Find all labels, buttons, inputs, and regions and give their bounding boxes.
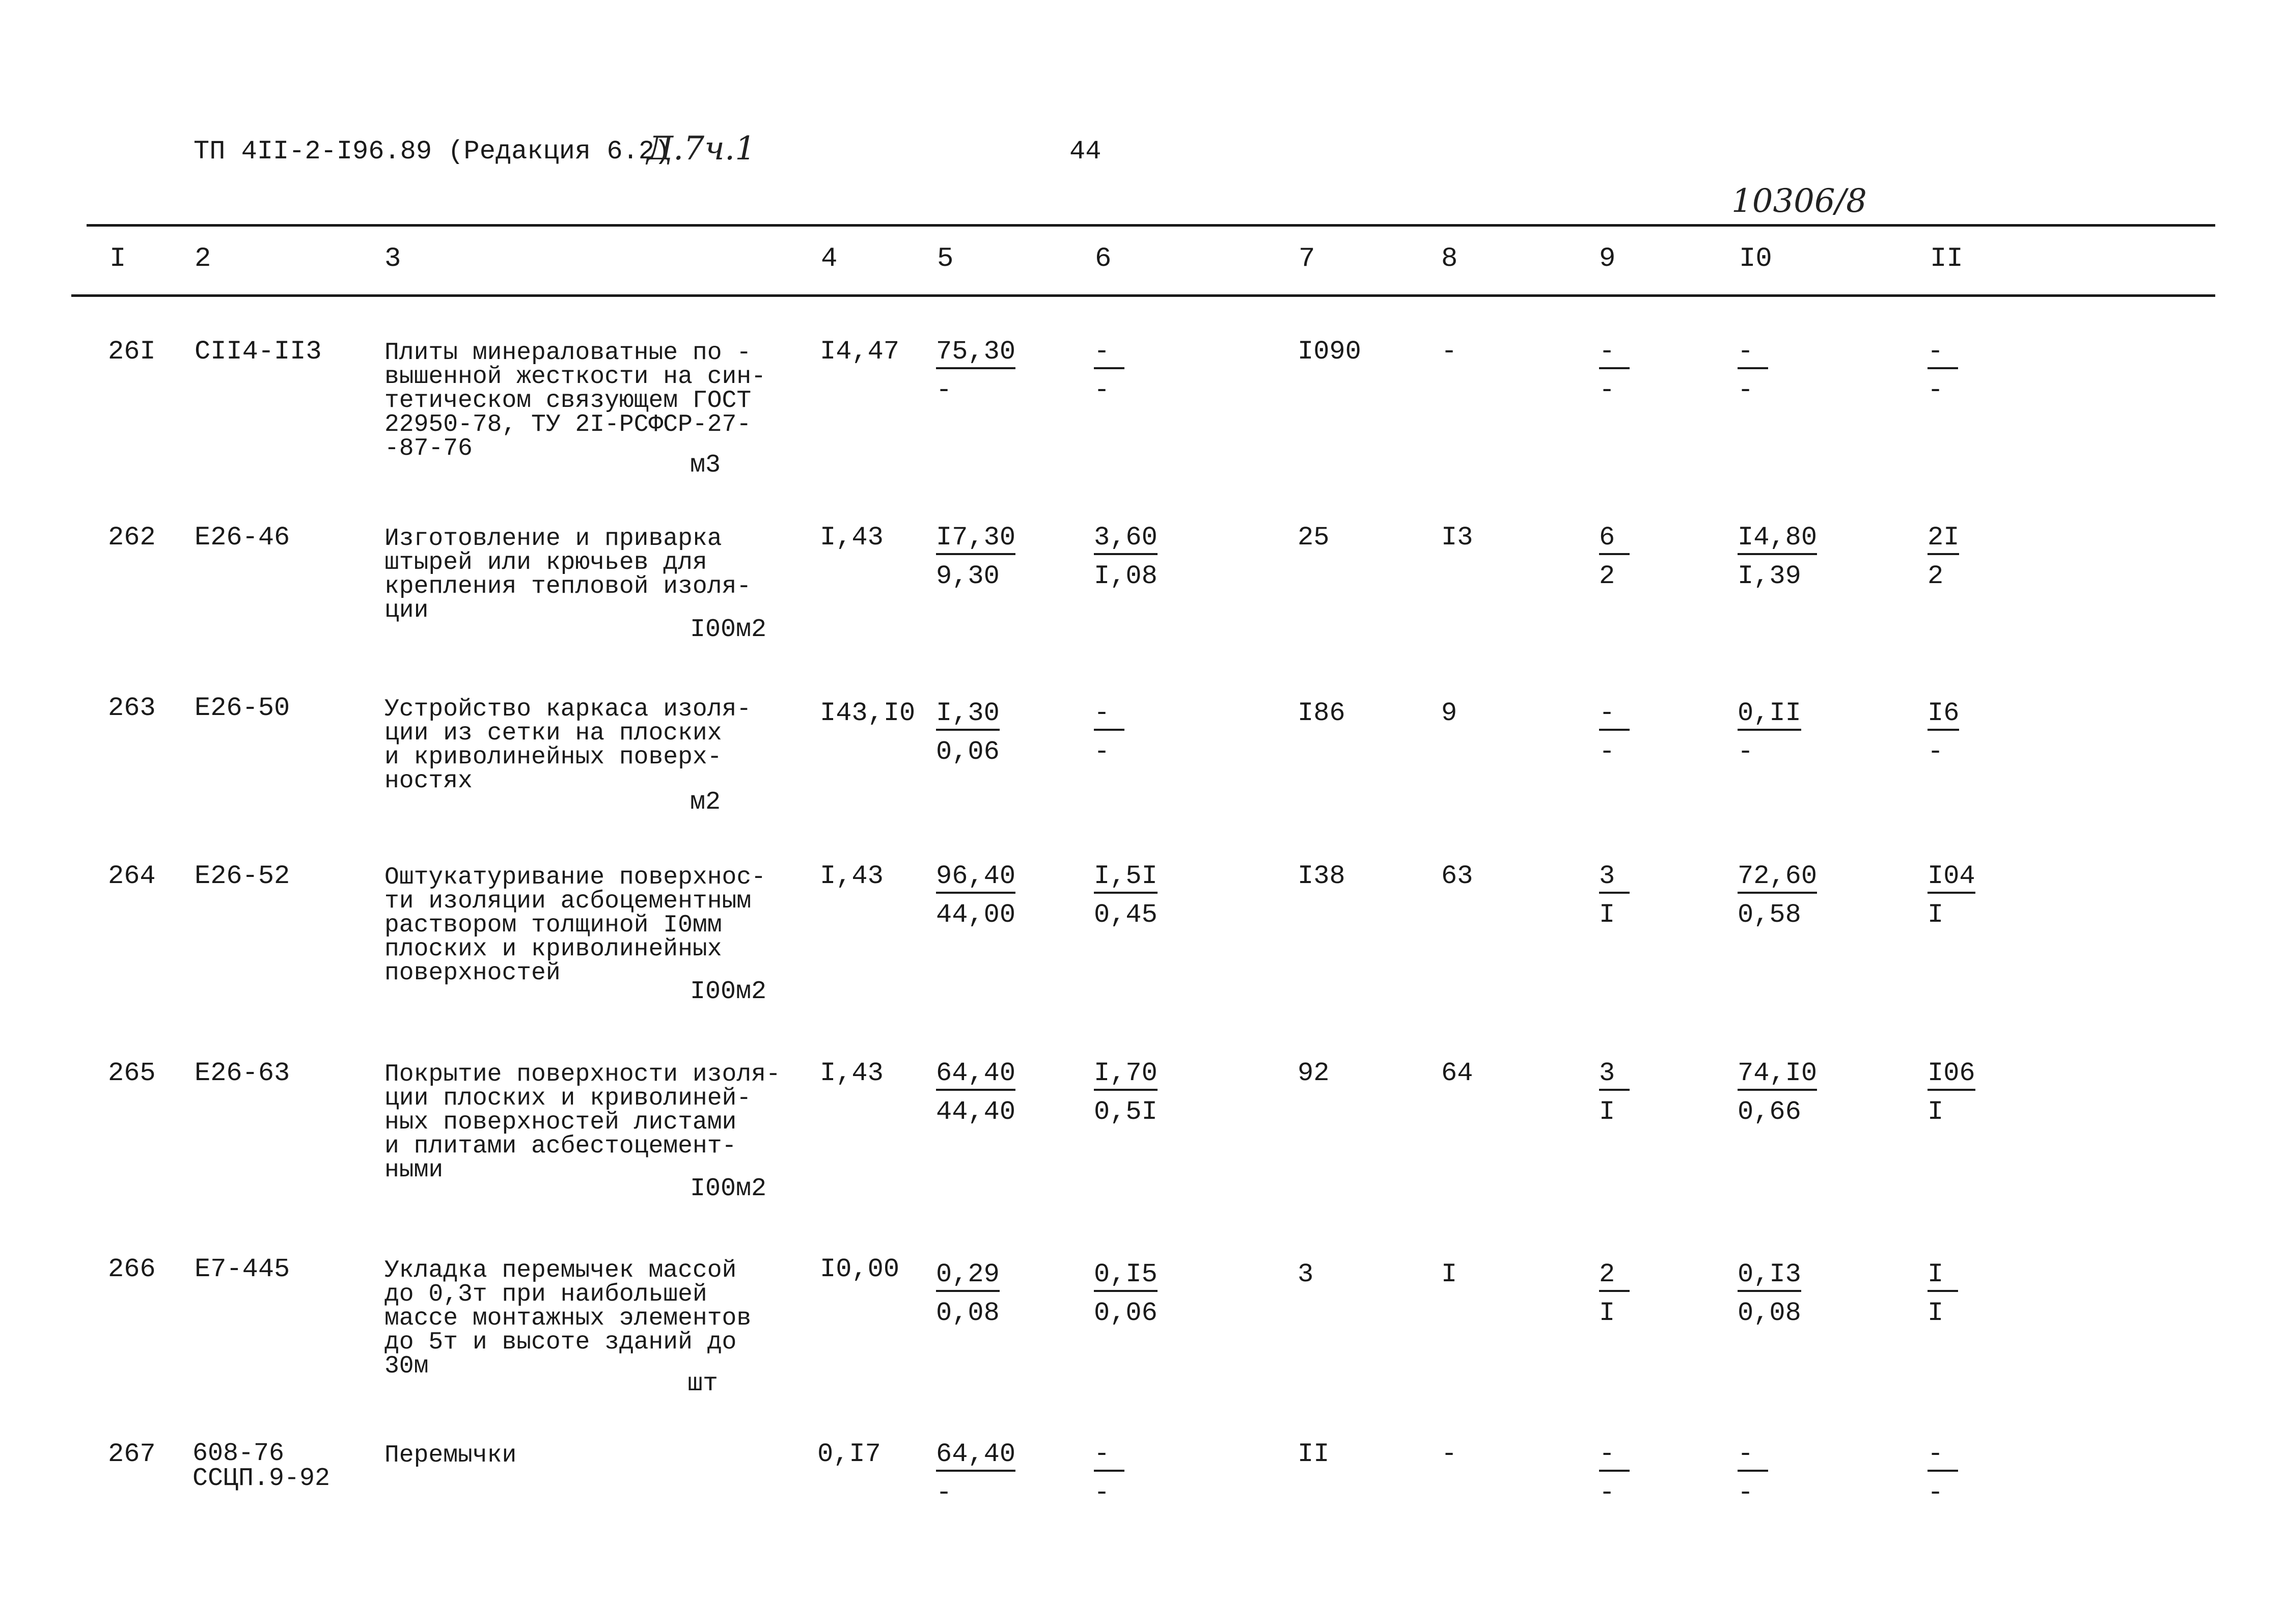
col6-bottom: 0,45 — [1094, 900, 1158, 930]
col11-bottom: I — [1928, 1298, 1944, 1328]
col5-values — [936, 700, 1000, 765]
col-header-8: 8 — [1441, 243, 1458, 274]
col11-top: I04 — [1928, 863, 1975, 894]
col5-top: I,30 — [936, 700, 1000, 731]
col-header-4: 4 — [821, 243, 838, 274]
col11-top: - — [1928, 339, 1958, 369]
col5-top: 64,40 — [936, 1441, 1015, 1472]
document-code: ТП 4II-2-I96.89 (Редакция 6.2) — [194, 136, 671, 167]
col8-value: 63 — [1441, 861, 1473, 891]
norm-code: E7-445 — [195, 1254, 290, 1284]
col5-top: 75,30 — [936, 339, 1015, 369]
col9-top: - — [1599, 700, 1630, 731]
col10-top: I4,80 — [1738, 525, 1817, 555]
col9-bottom: - — [1599, 737, 1615, 767]
col6-top: - — [1094, 339, 1124, 369]
col6-values — [1094, 522, 1158, 591]
quantity: 0,I7 — [817, 1439, 881, 1469]
quantity: I43,I0 — [820, 698, 916, 728]
col6-top: 0,I5 — [1094, 1261, 1158, 1292]
work-description: Устройство каркаса изоля- ции из сетки на плоских и криволинейных поверх- ностях — [384, 696, 752, 795]
col5-bottom: 0,06 — [936, 737, 1000, 767]
col9-values — [1599, 339, 1630, 404]
col10-bottom: I,39 — [1738, 561, 1801, 591]
quantity: I,43 — [820, 1058, 884, 1088]
work-description: Плиты минераловатные по - вышенной жесткости на син- тетическом связующем ГОСТ 22950-78, ТУ 2I-РСФСР-27- -87-76 — [384, 339, 766, 463]
col5-values — [936, 1060, 1015, 1125]
col10-bottom: 0,08 — [1738, 1298, 1801, 1328]
quantity: I,43 — [820, 522, 884, 553]
col9-values — [1599, 1441, 1630, 1506]
measure-unit: шт — [687, 1369, 719, 1398]
col5-values — [936, 863, 1015, 928]
col5-top: 96,40 — [936, 863, 1015, 894]
col11-bottom: - — [1928, 375, 1944, 405]
col11-values — [1928, 1441, 1958, 1506]
col6-bottom: I,08 — [1094, 561, 1158, 591]
handwritten-reference: 10306/8 — [1731, 182, 1867, 220]
col-header-2: 2 — [195, 243, 211, 274]
quantity: I4,47 — [820, 337, 900, 367]
col6-top: I,5I — [1094, 863, 1158, 894]
col9-top: 3 — [1599, 863, 1630, 894]
col5-bottom: - — [936, 375, 952, 405]
col11-values — [1928, 1261, 1958, 1327]
col11-bottom: - — [1928, 1478, 1944, 1508]
col10-bottom: - — [1738, 737, 1754, 767]
col5-bottom: 44,40 — [936, 1097, 1016, 1127]
col-header-3: 3 — [384, 243, 401, 274]
col8-value: 64 — [1441, 1058, 1473, 1088]
col11-bottom: I — [1928, 1097, 1944, 1127]
col6-values — [1094, 700, 1124, 765]
col10-top: 0,II — [1738, 700, 1801, 731]
col9-bottom: - — [1599, 1478, 1615, 1508]
norm-code: CII4-II3 — [195, 337, 322, 367]
col9-values — [1599, 863, 1630, 928]
col9-bottom: - — [1599, 375, 1615, 405]
col10-values — [1738, 700, 1801, 765]
top-rule — [87, 224, 2215, 227]
col5-values — [936, 339, 1015, 404]
col5-values — [936, 522, 1016, 591]
norm-code: E26-52 — [195, 861, 290, 891]
col10-bottom: - — [1738, 1478, 1754, 1508]
col6-bottom: 0,06 — [1094, 1298, 1158, 1328]
handwritten-note: Д.7ч.1 — [647, 130, 756, 168]
col8-value: I — [1441, 1259, 1457, 1289]
row-number: 26I — [108, 337, 156, 367]
col6-bottom: - — [1094, 1478, 1110, 1508]
col6-bottom: 0,5I — [1094, 1097, 1158, 1127]
col11-values — [1928, 1060, 1975, 1125]
col9-top: 2 — [1599, 1261, 1630, 1292]
col9-top: 6 — [1599, 525, 1630, 555]
col11-top: 2I — [1928, 525, 1959, 555]
col9-bottom: I — [1599, 900, 1615, 930]
col7-value: 25 — [1298, 522, 1330, 553]
col5-top: 64,40 — [936, 1060, 1015, 1091]
col11-values — [1928, 522, 1960, 591]
col9-values — [1599, 522, 1630, 591]
col5-values — [936, 1261, 1000, 1327]
col6-values — [1094, 1261, 1158, 1327]
col11-bottom: 2 — [1928, 561, 1944, 591]
col-header-6: 6 — [1095, 243, 1112, 274]
col11-bottom: I — [1928, 900, 1944, 930]
norm-code: E26-46 — [195, 522, 290, 553]
row-number: 263 — [108, 693, 156, 723]
col9-top: - — [1599, 339, 1630, 369]
row-number: 264 — [108, 861, 156, 891]
work-description: Покрытие поверхности изоля- ции плоских и криволиней- ных поверхностей листами и плитами асбестоцемент- ными — [384, 1061, 781, 1185]
col9-top: 3 — [1599, 1060, 1630, 1091]
col5-bottom: 0,08 — [936, 1298, 1000, 1328]
col5-values — [936, 1441, 1015, 1506]
work-description: Оштукатуривание поверхнос- ти изоляции асбоцементным раствором толщиной I0мм плоских и криволинейных поверхностей — [384, 864, 766, 987]
col10-values — [1738, 522, 1818, 591]
measure-unit: I00м2 — [690, 977, 767, 1006]
col7-value: 3 — [1298, 1259, 1314, 1289]
col5-top: 0,29 — [936, 1261, 1000, 1292]
row-number: 265 — [108, 1058, 156, 1088]
col10-values — [1738, 339, 1768, 404]
col7-value: I090 — [1298, 337, 1361, 367]
col7-value: II — [1298, 1439, 1330, 1469]
col11-top: I06 — [1928, 1060, 1975, 1091]
col-header-5: 5 — [937, 243, 954, 274]
col5-bottom: 44,00 — [936, 900, 1016, 930]
col10-values — [1738, 1261, 1801, 1327]
col5-top: I7,30 — [936, 525, 1015, 555]
col11-values — [1928, 700, 1959, 765]
col6-bottom: - — [1094, 375, 1110, 405]
col6-top: - — [1094, 1441, 1124, 1472]
col9-values — [1599, 1060, 1630, 1125]
header-bottom-rule — [71, 294, 2215, 297]
col10-values — [1738, 1060, 1817, 1125]
col10-top: - — [1738, 339, 1768, 369]
col8-value: - — [1441, 1439, 1457, 1469]
col6-bottom: - — [1094, 737, 1110, 767]
col9-values — [1599, 700, 1630, 765]
col-header-11: II — [1930, 243, 1963, 274]
col5-bottom: 9,30 — [936, 561, 1000, 591]
col7-value: I86 — [1298, 698, 1345, 728]
col11-top: I6 — [1928, 700, 1959, 731]
col8-value: I3 — [1441, 522, 1473, 553]
measure-unit: м2 — [690, 788, 721, 817]
col8-value: - — [1441, 337, 1457, 367]
col10-values — [1738, 1441, 1768, 1506]
col11-top: - — [1928, 1441, 1958, 1472]
col10-top: 74,I0 — [1738, 1060, 1817, 1091]
norm-code: E26-63 — [195, 1058, 290, 1088]
col11-values — [1928, 339, 1958, 404]
col11-bottom: - — [1928, 737, 1944, 767]
col-header-10: I0 — [1739, 243, 1772, 274]
col7-value: 92 — [1298, 1058, 1330, 1088]
col10-bottom: - — [1738, 375, 1754, 405]
col9-bottom: I — [1599, 1298, 1615, 1328]
col10-top: 72,60 — [1738, 863, 1817, 894]
col10-values — [1738, 863, 1817, 928]
col6-values — [1094, 1060, 1158, 1125]
measure-unit: м3 — [690, 451, 721, 480]
col-header-1: I — [109, 243, 126, 274]
row-number: 262 — [108, 522, 156, 553]
col6-top: I,70 — [1094, 1060, 1158, 1091]
col9-top: - — [1599, 1441, 1630, 1472]
col10-bottom: 0,66 — [1738, 1097, 1801, 1127]
col5-bottom: - — [936, 1478, 952, 1508]
col10-bottom: 0,58 — [1738, 900, 1801, 930]
row-number: 267 — [108, 1439, 156, 1469]
row-number: 266 — [108, 1254, 156, 1284]
norm-code: E26-50 — [195, 693, 290, 723]
col10-top: - — [1738, 1441, 1768, 1472]
col10-top: 0,I3 — [1738, 1261, 1801, 1292]
col9-bottom: 2 — [1599, 561, 1615, 591]
col-header-7: 7 — [1299, 243, 1315, 274]
work-description: Укладка перемычек массой до 0,3т при наибольшей массе монтажных элементов до 5т и высоте зданий до 30м — [384, 1257, 752, 1381]
page-number: 44 — [1069, 136, 1102, 167]
col11-top: I — [1928, 1261, 1958, 1292]
col8-value: 9 — [1441, 698, 1457, 728]
col11-values — [1928, 863, 1975, 928]
work-description: Изготовление и приварка штырей или крючьев для крепления тепловой изоля- ции — [384, 525, 752, 625]
col6-values — [1094, 863, 1158, 928]
quantity: I,43 — [820, 861, 884, 891]
work-description: Перемычки — [384, 1442, 517, 1469]
col6-top: 3,60 — [1094, 525, 1158, 555]
col6-values — [1094, 339, 1124, 404]
col6-values — [1094, 1441, 1124, 1506]
norm-code: 608-76 ССЦП.9-92 — [192, 1439, 331, 1493]
measure-unit: I00м2 — [690, 615, 767, 644]
quantity: I0,00 — [820, 1254, 900, 1284]
measure-unit: I00м2 — [690, 1174, 767, 1203]
col9-values — [1599, 1261, 1630, 1327]
col9-bottom: I — [1599, 1097, 1615, 1127]
col-header-9: 9 — [1599, 243, 1616, 274]
col6-top: - — [1094, 700, 1124, 731]
col7-value: I38 — [1298, 861, 1345, 891]
